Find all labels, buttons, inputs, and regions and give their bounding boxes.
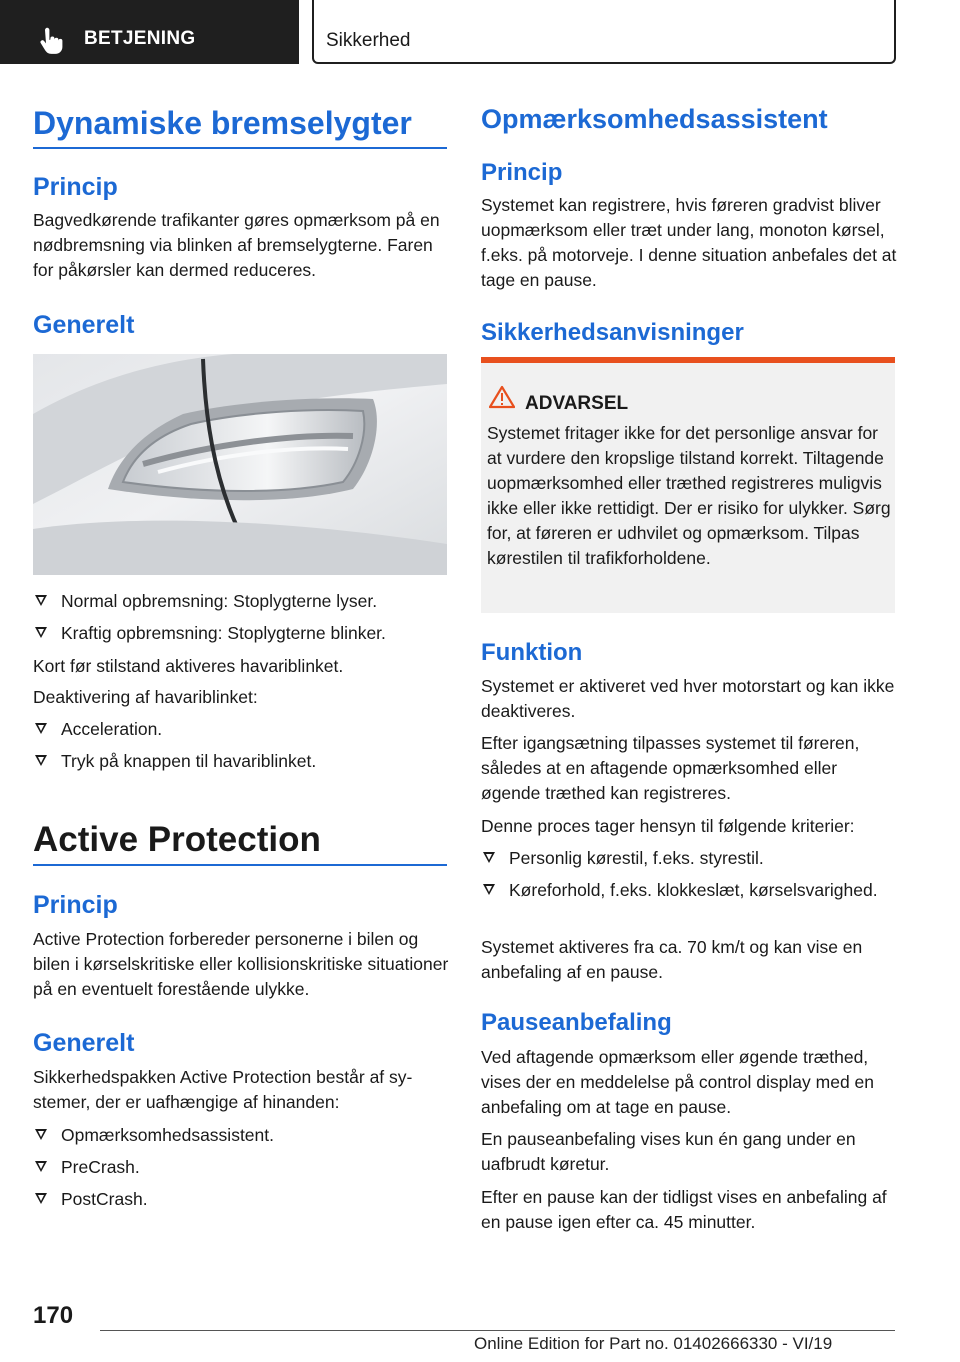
- list-item: Opmærksomhedsassistent.: [33, 1123, 451, 1148]
- ap-systems-list: [33, 1123, 451, 1212]
- hand-pointer-icon: [36, 26, 66, 56]
- triangle-bullet-icon: [35, 723, 47, 734]
- triangle-bullet-icon: [35, 1161, 47, 1172]
- list-item: PreCrash.: [33, 1155, 451, 1180]
- warning-text: Systemet fritager ikke for det personlige ansvar for at vurdere den kropslige tilstand korrekt. Tiltagende uopmærksomhed eller træthed registreres muligvis ikke eller ikke rettidigt. Der er risiko for ulykker. Sørg for, at føreren er udhvilet og opmærksom. Tilpas kørestilen til trafikforholdene.: [487, 423, 891, 568]
- list-item: Normal opbremsning: Stoplygterne lyser.: [33, 589, 451, 614]
- function-text-1: Systemet er aktiveret ved hver motorstart og kan ikke deaktiveres.: [481, 676, 895, 721]
- function-text-3: Denne proces tager hensyn til følgende kriterier:: [481, 816, 855, 836]
- heading-safety-notes: Sikkerhedsanvisninger: [481, 319, 744, 346]
- deactivate-text: Deaktivering af havariblinket:: [33, 687, 258, 707]
- attention-principle-text: Systemet kan registrere, hvis føreren gradvist bliver uopmærksom eller træt under lang, monoton kørsel, f.eks. på motorveje. I denne situation anbefales det at tage en pause.: [481, 195, 897, 290]
- heading-attention-assistant: Opmærksomhedsassistent: [481, 104, 828, 134]
- title-rule: [33, 147, 447, 149]
- footer-edition: Online Edition for Part no. 01402666330 - VI/19: [474, 1334, 833, 1353]
- list-item: Tryk på knappen til havariblinket.: [33, 749, 451, 774]
- list-item: Acceleration.: [33, 717, 451, 742]
- heading-principle: Princip: [33, 173, 118, 201]
- list-item: Personlig kørestil, f.eks. styrestil.: [481, 846, 899, 871]
- tail-light-image: [33, 354, 447, 575]
- hazard-text: Kort før stilstand aktiveres havariblinket.: [33, 656, 344, 676]
- heading-function: Funktion: [481, 639, 583, 666]
- title-rule: [33, 864, 447, 866]
- page-number: 170: [33, 1302, 74, 1329]
- triangle-bullet-icon: [483, 884, 495, 895]
- function-text-4: Systemet aktiveres fra ca. 70 km/t og kan vise en anbefaling af en pause.: [481, 937, 863, 982]
- triangle-bullet-icon: [35, 1193, 47, 1204]
- deactivate-list: [33, 717, 451, 774]
- warning-title: ADVARSEL: [525, 393, 629, 414]
- warning-triangle-icon: [489, 385, 515, 409]
- pause-text-2: En pauseanbefaling vises kun én gang under en uafbrudt køretur.: [481, 1129, 856, 1174]
- warning-box: [481, 357, 895, 613]
- pause-text-3: Efter en pause kan der tidligst vises en anbefaling af en pause igen efter ca. 45 minutter.: [481, 1187, 887, 1232]
- heading-ap-principle: Princip: [33, 891, 118, 919]
- heading-ap-general: Generelt: [33, 1029, 135, 1057]
- list-item: PostCrash.: [33, 1187, 451, 1212]
- criteria-list: [481, 846, 899, 903]
- heading-pause-recommendation: Pauseanbefaling: [481, 1009, 672, 1036]
- ap-principle-text: Active Protection forbereder personerne i bilen og bilen i kørselskritiske eller kollisionskritiske situationer på en eventuelt forestående ulykke.: [33, 929, 449, 999]
- triangle-bullet-icon: [483, 852, 495, 863]
- list-item: Køreforhold, f.eks. klokkeslæt, kørselsvarighed.: [481, 878, 899, 903]
- pause-text-1: Ved aftagende opmærksom eller øgende træthed, vises der en meddelelse på control display med en anbefaling om at tage en pause.: [481, 1047, 874, 1117]
- triangle-bullet-icon: [35, 755, 47, 766]
- page-title-dynamic-brake-lights: Dynamiske bremselygter: [33, 105, 412, 141]
- function-text-2: Efter igangsætning tilpasses systemet til føreren, således at en aftagende opmærksomhed eller øgende træthed kan registreres.: [481, 733, 860, 803]
- footer-rule: [100, 1330, 895, 1331]
- page-title-active-protection: Active Protection: [33, 820, 321, 859]
- heading-general: Generelt: [33, 311, 135, 339]
- chapter-label: BETJENING: [84, 28, 196, 49]
- triangle-bullet-icon: [35, 595, 47, 606]
- list-item: Kraftig opbremsning: Stoplygterne blinker.: [33, 621, 451, 646]
- principle-text: Bagvedkørende trafikanter gøres opmærksom på en nødbremsning via blinken af bremselygterne. Faren for påkørsler kan dermed reduceres.: [33, 210, 440, 280]
- brake-list: [33, 589, 451, 646]
- ap-general-text: Sikkerhedspakken Active Protection består af systemer, der er uafhængige af hinanden:: [33, 1067, 413, 1112]
- section-label: Sikkerhed: [326, 30, 411, 51]
- triangle-bullet-icon: [35, 1129, 47, 1140]
- triangle-bullet-icon: [35, 627, 47, 638]
- heading-principle-right: Princip: [481, 159, 563, 186]
- chapter-tab: [0, 0, 299, 64]
